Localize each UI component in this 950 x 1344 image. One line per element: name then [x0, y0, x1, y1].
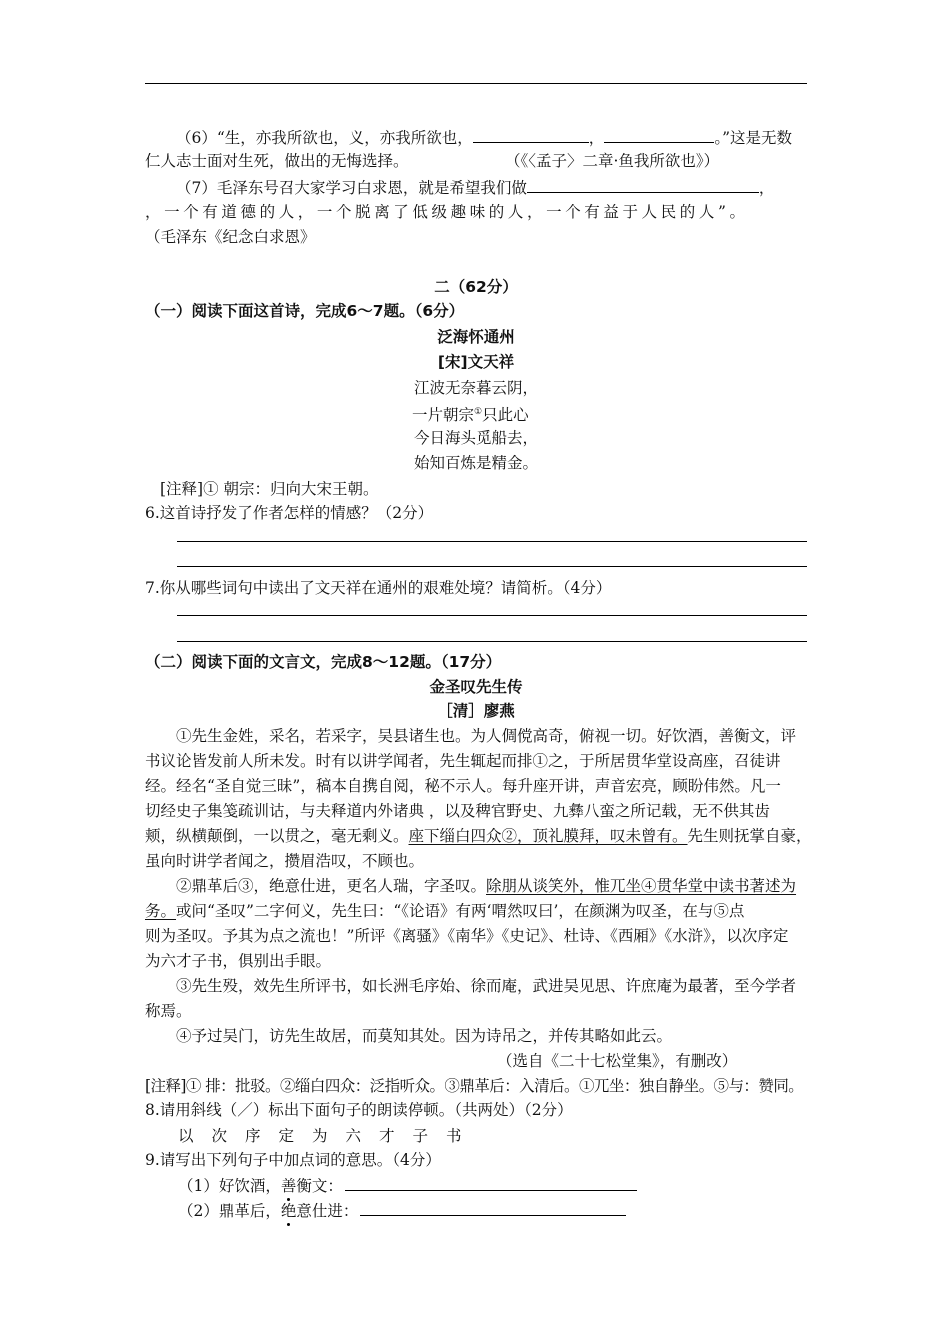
essay-p2-line: 为六才子书，俱别出手眼。 — [145, 952, 332, 970]
essay-notes: [注释]① 排：批驳。②缁白四众：泛指听众。③鼎革后：入清后。①兀坐：独自静坐。⑤与：赞同。 — [145, 1077, 804, 1095]
essay-p1-line: 切经史子集笺疏训诂，与夫释道内外诸典 ，以及稗官野史、九彝八蛮之所记载，无不供其齿 — [145, 802, 770, 820]
answer-blank[interactable] — [527, 176, 759, 193]
essay-p4-line: ④予过吴门，访先生故居，而莫知其处。因为诗吊之，并传其略如此云。 — [176, 1027, 673, 1045]
q9-item-1: （1）好饮酒，善衡文： — [178, 1174, 637, 1196]
q8-sentence[interactable]: 以次序定为六才子书 — [178, 1127, 480, 1145]
q9-item-2: （2）鼎革后，绝意仕进： — [178, 1199, 626, 1221]
q7-fill-line: （7）毛泽东号召大家学习白求恩，就是希望我们做 ， — [176, 176, 774, 198]
q6-fill-line: （6）“生，亦我所欲也，义，亦我所欲也， ， 。”这是无数 — [176, 126, 792, 148]
essay-source: （选自《二十七松堂集》，有删改） — [497, 1052, 738, 1070]
poem-line: 一片朝宗①只此心 — [412, 406, 529, 425]
essay-p1-line: 虽向时讲学者闻之，攒眉浩叹，不顾也。 — [145, 852, 425, 870]
dotted-word: 善 — [280, 1177, 297, 1195]
answer-line[interactable] — [177, 566, 807, 567]
essay-p3-line: 称焉。 — [145, 1002, 192, 1020]
q7-source: （毛泽东《纪念白求恩》 — [145, 228, 316, 246]
subsection-1-heading: （一）阅读下面这首诗，完成6～7题。（6分） — [145, 302, 465, 320]
underlined-sentence: 座下缁白四众②，顶礼膜拜，叹未曾有。 — [408, 827, 688, 845]
question-8: 8.请用斜线（／）标出下面句子的朗读停顿。（共两处）（2分） — [145, 1101, 573, 1119]
essay-author: ［清］廖燕 — [437, 702, 515, 720]
answer-line[interactable] — [177, 615, 807, 616]
answer-line[interactable] — [177, 541, 807, 542]
answer-blank[interactable] — [604, 126, 714, 143]
answer-blank[interactable] — [473, 126, 589, 143]
essay-p1-line: 经。经名“圣自觉三昧”，稿本自携自阅，秘不示人。每升座开讲，声音宏亮，顾盼伟然。凡一 — [145, 777, 781, 795]
q6-line2: 仁人志士面对生死，做出的无悔选择。 — [145, 152, 409, 170]
essay-title: 金圣叹先生传 — [429, 678, 523, 696]
header-rule — [145, 83, 807, 84]
poem-title: 泛海怀通州 — [437, 328, 515, 346]
poem-line: 今日海头觅船去， — [413, 429, 538, 447]
section-title: 二（62分） — [434, 278, 518, 296]
q7-line2: ，一个有道德的人，一个脱离了低级趣味的人，一个有益于人民的人”。 — [145, 203, 749, 221]
poem-line: 始知百炼是精金。 — [413, 454, 538, 472]
essay-p2-line: 务。或问“圣叹”二字何义，先生曰：“《论语》有两‘喟然叹曰’，在颜渊为叹圣，在与⑤点 — [145, 902, 745, 920]
essay-p3-line: ③先生殁，效先生所评书，如长洲毛序始、徐而庵，武进吴见思、许庶庵为最著，至今学者 — [176, 977, 797, 995]
question-7: 7.你从哪些词句中读出了文天祥在通州的艰难处境？请简析。（4分） — [145, 579, 612, 597]
essay-p1-line: 书议论皆发前人所未发。时有以讲学闻者，先生辄起而排①之，于所居贯华堂设高座，召徒讲 — [145, 752, 781, 770]
answer-blank[interactable] — [360, 1199, 626, 1216]
essay-p1-line: ①先生金姓，采名，若采字，吴县诸生也。为人倜傥高奇，俯视一切。好饮酒，善衡文，评 — [176, 727, 797, 745]
subsection-2-heading: （二）阅读下面的文言文，完成8～12题。（17分） — [145, 653, 502, 671]
poem-line: 江波无奈暮云阴， — [413, 379, 538, 397]
question-6: 6.这首诗抒发了作者怎样的情感？（2分） — [145, 504, 434, 522]
question-9: 9.请写出下列句子中加点词的意思。（4分） — [145, 1151, 441, 1169]
dotted-word: 绝 — [280, 1202, 297, 1220]
underlined-sentence: 务。 — [145, 902, 177, 920]
essay-p2-line: ②鼎革后③，绝意仕进，更名人瑞，字圣叹。除朋从谈笑外，惟兀坐④贯华堂中读书著述为 — [176, 877, 797, 895]
poem-author: [宋]文天祥 — [437, 353, 515, 371]
essay-p1-line: 颊，纵横颠倒，一以贯之，毫无剩义。座下缁白四众②，顶礼膜拜，叹未曾有。先生则抚掌自豪， — [145, 827, 812, 845]
answer-blank[interactable] — [345, 1174, 637, 1191]
answer-line[interactable] — [177, 641, 807, 642]
poem-note: [注释]① 朝宗：归向大宋王朝。 — [160, 480, 379, 498]
underlined-sentence: 除朋从谈笑外，惟兀坐④贯华堂中读书著述为 — [486, 877, 797, 895]
q6-source: （《〈孟子〉二章·鱼我所欲也》） — [505, 152, 720, 170]
essay-p2-line: 则为圣叹。予其为点之流也！”所评《离骚》《南华》《史记》、杜诗、《西厢》《水浒》，以次序定 — [145, 927, 789, 945]
